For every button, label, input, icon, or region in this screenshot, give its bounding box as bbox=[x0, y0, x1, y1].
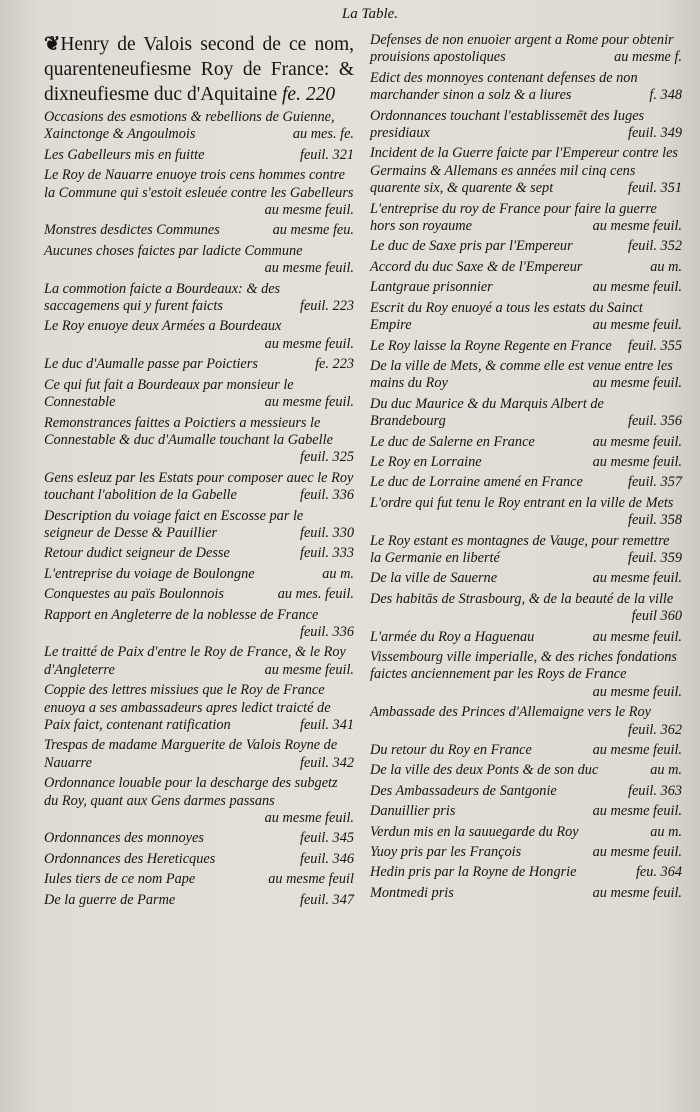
entry-ref: au mesme feuil. bbox=[592, 628, 682, 645]
entry-ref: feuil. 362 bbox=[627, 721, 682, 738]
index-entry bbox=[370, 201, 682, 236]
index-entry bbox=[44, 281, 354, 316]
entry-text: Le duc de Saxe pris par l'Empereur bbox=[370, 238, 573, 255]
index-entry bbox=[370, 885, 682, 902]
entry-ref: fe. 223 bbox=[315, 356, 354, 373]
entry-text: Gens esleuz par les Estats pour composer auec le Roy touchant l'abolition de la Gabelle bbox=[44, 469, 354, 504]
entry-ref: au mesme feuil. bbox=[592, 433, 682, 450]
entry-text: Accord du duc Saxe & de l'Empereur bbox=[370, 258, 583, 275]
entry-ref: feuil. 359 bbox=[627, 549, 682, 566]
entry-ref: feuil. 325 bbox=[299, 449, 354, 466]
entry-ref: feuil. 336 bbox=[299, 487, 354, 504]
entry-text: Danuillier pris bbox=[370, 803, 456, 820]
entry-text: Le Roy de Nauarre enuoye trois cens hommes contre la Commune qui s'estoit esleuée contre les Gabelleurs bbox=[44, 167, 354, 201]
entry-ref: feuil. 330 bbox=[299, 524, 354, 541]
entry-text: De la guerre de Parme bbox=[44, 891, 176, 908]
entry-text: Du duc Maurice & du Marquis Albert de Brandebourg bbox=[370, 395, 604, 430]
entry-ref: au mesme feuil. bbox=[592, 279, 682, 296]
entry-ref: au mesme feuil. bbox=[264, 661, 354, 678]
index-entry bbox=[44, 830, 354, 847]
entry-ref: feuil. 345 bbox=[299, 830, 354, 847]
entry-ref: feuil. 352 bbox=[627, 238, 682, 255]
right-entry-list bbox=[370, 32, 682, 902]
index-entry bbox=[370, 300, 682, 335]
index-entry bbox=[370, 533, 682, 568]
index-entry bbox=[370, 108, 682, 143]
entry-text: Hedin pris par la Royne de Hongrie bbox=[370, 864, 577, 881]
entry-text: Montmedi pris bbox=[370, 884, 454, 901]
entry-text: Le duc d'Aumalle passe par Poictiers bbox=[44, 356, 258, 373]
entry-text: Le Roy laisse la Royne Regente en France bbox=[370, 337, 612, 354]
index-entry bbox=[44, 871, 354, 888]
entry-ref: au m. bbox=[650, 762, 682, 779]
entry-text: Description du voiage faict en Escosse par le seigneur de Desse & Pauillier bbox=[44, 507, 304, 541]
entry-ref: au m. bbox=[650, 823, 682, 840]
entry-ref: feuil. 321 bbox=[299, 146, 354, 163]
entry-text: Ce qui fut fait a Bourdeaux par monsieur le Connestable bbox=[44, 376, 294, 411]
index-entry bbox=[44, 147, 354, 164]
entry-text: Escrit du Roy enuoyé a tous les estats du Sainct Empire bbox=[370, 299, 643, 334]
entry-text: Conquestes au païs Boulonnois bbox=[44, 586, 224, 603]
entry-text: Lantgraue prisonnier bbox=[370, 279, 493, 296]
entry-text: Les Gabelleurs mis en fuitte bbox=[44, 146, 205, 163]
entry-text: Verdun mis en la sauuegarde du Roy bbox=[370, 823, 579, 840]
entry-ref: feuil. 342 bbox=[299, 754, 354, 771]
entry-text: Du retour du Roy en France bbox=[370, 742, 532, 759]
index-entry bbox=[44, 222, 354, 239]
entry-text: Le Roy en Lorraine bbox=[370, 453, 482, 470]
entry-ref: feuil. 346 bbox=[299, 850, 354, 867]
index-entry bbox=[370, 145, 682, 197]
index-entry bbox=[370, 762, 682, 779]
index-entry bbox=[370, 32, 682, 67]
index-entry bbox=[44, 415, 354, 467]
entry-ref: feu. 364 bbox=[635, 864, 682, 881]
entry-text: Edict des monnoyes contenant defenses de non marchander sinon a solz & a liures bbox=[370, 69, 638, 104]
entry-text: Des habitās de Strasbourg, & de la beauté de la ville bbox=[370, 590, 674, 607]
left-entry-list bbox=[44, 109, 354, 909]
entry-ref: f. 348 bbox=[649, 87, 682, 104]
index-entry bbox=[370, 570, 682, 587]
entry-text: L'entreprise du voiage de Boulongne bbox=[44, 565, 255, 582]
entry-ref: au mesme f. bbox=[614, 49, 682, 66]
section-heading bbox=[44, 32, 354, 107]
entry-ref: au mesme feuil. bbox=[592, 453, 682, 470]
index-entry bbox=[370, 238, 682, 255]
entry-ref: au mesme feuil. bbox=[592, 844, 682, 861]
left-column bbox=[44, 32, 354, 912]
index-entry bbox=[44, 508, 354, 543]
entry-ref: au mes. fe. bbox=[292, 126, 354, 143]
entry-text: Ordonnance louable pour la descharge des subgetz du Roy, quant aux Gens darmes passans bbox=[44, 775, 338, 809]
index-entry bbox=[370, 358, 682, 393]
entry-ref: au m. bbox=[322, 565, 354, 582]
entry-ref: au mesme feuil. bbox=[592, 375, 682, 392]
index-entry bbox=[370, 742, 682, 759]
entry-text: Le Roy enuoye deux Armées a Bourdeaux bbox=[44, 318, 282, 335]
entry-ref: feuil. 357 bbox=[627, 474, 682, 491]
index-entry bbox=[44, 109, 354, 144]
entry-text: Vissembourg ville imperialle, & des riches fondations faictes anciennement par les Roys de France bbox=[370, 649, 677, 683]
entry-ref: au mes. feuil. bbox=[277, 586, 354, 603]
index-entry bbox=[44, 586, 354, 603]
index-entry bbox=[44, 851, 354, 868]
entry-text: L'armée du Roy a Haguenau bbox=[370, 628, 535, 645]
entry-ref: feuil. 347 bbox=[299, 891, 354, 908]
index-entry bbox=[44, 545, 354, 562]
index-entry bbox=[370, 629, 682, 646]
entry-text: La commotion faicte a Bourdeaux: & des saccagemens qui y furent faicts bbox=[44, 280, 281, 315]
entry-text: Le Roy estant es montagnes de Vauge, pour remettre la Germanie en liberté bbox=[370, 532, 670, 566]
entry-text: L'ordre qui fut tenu le Roy entrant en la ville de Mets bbox=[370, 494, 674, 511]
index-entry bbox=[370, 803, 682, 820]
index-entry bbox=[370, 591, 682, 626]
entry-text: Monstres desdictes Communes bbox=[44, 222, 220, 239]
entry-ref: au mesme feuil. bbox=[592, 570, 682, 587]
index-entry bbox=[370, 396, 682, 431]
entry-text: Occasions des esmotions & rebellions de Guienne, Xainctonge & Angoulmois bbox=[44, 109, 335, 143]
index-entry bbox=[44, 167, 354, 219]
entry-text: De la ville des deux Ponts & de son duc bbox=[370, 762, 599, 779]
index-entry bbox=[44, 892, 354, 909]
index-entry bbox=[370, 495, 682, 530]
heading-ref: fe. 220 bbox=[282, 84, 336, 105]
entry-ref: au mesme feuil bbox=[268, 871, 354, 888]
entry-ref: feuil. 351 bbox=[627, 180, 682, 197]
entry-ref: au mesme feuil. bbox=[592, 803, 682, 820]
entry-text: De la ville de Sauerne bbox=[370, 570, 498, 587]
fleuron-icon: ❦ bbox=[44, 34, 59, 55]
entry-ref: feuil. 349 bbox=[627, 125, 682, 142]
running-head: La Table. bbox=[341, 6, 399, 22]
index-entry bbox=[370, 704, 682, 739]
entry-text: Coppie des lettres missiues que le Roy de France enuoya a ses ambassadeurs apres ledict traicté de Paix faict, contenant ratification bbox=[44, 682, 331, 733]
index-entry bbox=[44, 377, 354, 412]
entry-ref: au mesme feuil. bbox=[264, 202, 354, 219]
entry-ref: feuil. 341 bbox=[299, 717, 354, 733]
index-entry bbox=[370, 70, 682, 105]
index-entry bbox=[370, 474, 682, 491]
entry-ref: au mesme feuil. bbox=[264, 810, 354, 827]
index-entry bbox=[44, 566, 354, 583]
entry-text: Incident de la Guerre faicte par l'Empereur contre les Germains & Allemans es années mil cinq cens quarente six, & quarente & sept bbox=[370, 145, 678, 197]
entry-ref: au mesme feuil. bbox=[592, 742, 682, 759]
entry-ref: au mesme feu. bbox=[272, 222, 354, 239]
entry-ref: au mesme feuil. bbox=[264, 335, 354, 352]
index-entry bbox=[370, 649, 682, 701]
index-entry bbox=[44, 243, 354, 278]
right-column bbox=[370, 32, 682, 905]
index-entry bbox=[370, 279, 682, 296]
index-entry bbox=[44, 644, 354, 679]
entry-ref: au m. bbox=[650, 258, 682, 275]
entry-ref: au mesme feuil. bbox=[592, 884, 682, 901]
entry-text: Defenses de non enuoier argent a Rome pour obtenir prouisions apostoliques bbox=[370, 32, 674, 66]
index-entry bbox=[44, 356, 354, 373]
index-entry bbox=[370, 864, 682, 881]
index-entry bbox=[44, 607, 354, 642]
entry-text: Des Ambassadeurs de Santgonie bbox=[370, 782, 557, 799]
index-entry bbox=[370, 434, 682, 451]
entry-text: Le traitté de Paix d'entre le Roy de France, & le Roy d'Angleterre bbox=[44, 644, 346, 678]
entry-text: Ordonnances des Hereticques bbox=[44, 850, 216, 867]
entry-text: Ordonnances touchant l'establissemēt des Iuges presidiaux bbox=[370, 107, 645, 142]
entry-ref: au mesme feuil. bbox=[592, 218, 682, 235]
entry-text: Remonstrances faittes a Poictiers a messieurs le Connestable & duc d'Aumalle touchant la Gabelle bbox=[44, 414, 333, 448]
entry-text: Le duc de Salerne en France bbox=[370, 433, 535, 450]
index-entry bbox=[370, 454, 682, 471]
index-entry bbox=[370, 259, 682, 276]
entry-text: Ambassade des Princes d'Allemaigne vers le Roy bbox=[370, 704, 651, 721]
index-entry bbox=[370, 844, 682, 861]
entry-ref: feuil. 336 bbox=[299, 623, 354, 640]
index-entry bbox=[370, 338, 682, 355]
entry-text: Le duc de Lorraine amené en France bbox=[370, 474, 583, 491]
entry-text: Retour dudict seigneur de Desse bbox=[44, 545, 230, 562]
entry-text: De la ville de Mets, & comme elle est venue entre les mains du Roy bbox=[370, 357, 673, 392]
index-entry bbox=[370, 783, 682, 800]
index-entry bbox=[44, 737, 354, 772]
index-entry bbox=[44, 775, 354, 827]
entry-text: Ordonnances des monnoyes bbox=[44, 830, 204, 847]
entry-ref: feuil. 358 bbox=[627, 512, 682, 529]
entry-ref: feuil. 355 bbox=[627, 337, 682, 354]
entry-ref: feuil. 333 bbox=[299, 545, 354, 562]
entry-ref: au mesme feuil. bbox=[264, 260, 354, 277]
entry-text: Rapport en Angleterre de la noblesse de France bbox=[44, 606, 319, 623]
entry-ref: feuil. 356 bbox=[627, 413, 682, 430]
entry-ref: feuil. 363 bbox=[627, 782, 682, 799]
index-entry bbox=[44, 318, 354, 353]
index-entry bbox=[370, 824, 682, 841]
entry-ref: au mesme feuil. bbox=[264, 394, 354, 411]
entry-text: Yuoy pris par les François bbox=[370, 844, 522, 861]
entry-text: Aucunes choses faictes par ladicte Commune bbox=[44, 242, 303, 259]
heading-text: Henry de Valois second de ce nom, quarenteneufiesme Roy de France: & dixneufiesme duc d'Aquitaine bbox=[44, 34, 354, 105]
entry-ref: au mesme feuil. bbox=[592, 683, 682, 700]
entry-text: Iules tiers de ce nom Pape bbox=[44, 871, 196, 888]
entry-ref: au mesme feuil. bbox=[592, 317, 682, 334]
entry-ref: feuil. 223 bbox=[299, 298, 354, 315]
entry-ref: feuil 360 bbox=[631, 608, 682, 625]
index-entry bbox=[44, 470, 354, 505]
index-entry bbox=[44, 682, 354, 734]
entry-text: Trespas de madame Marguerite de Valois Royne de Nauarre bbox=[44, 737, 338, 771]
entry-text: L'entreprise du roy de France pour faire la guerre hors son royaume bbox=[370, 200, 657, 235]
